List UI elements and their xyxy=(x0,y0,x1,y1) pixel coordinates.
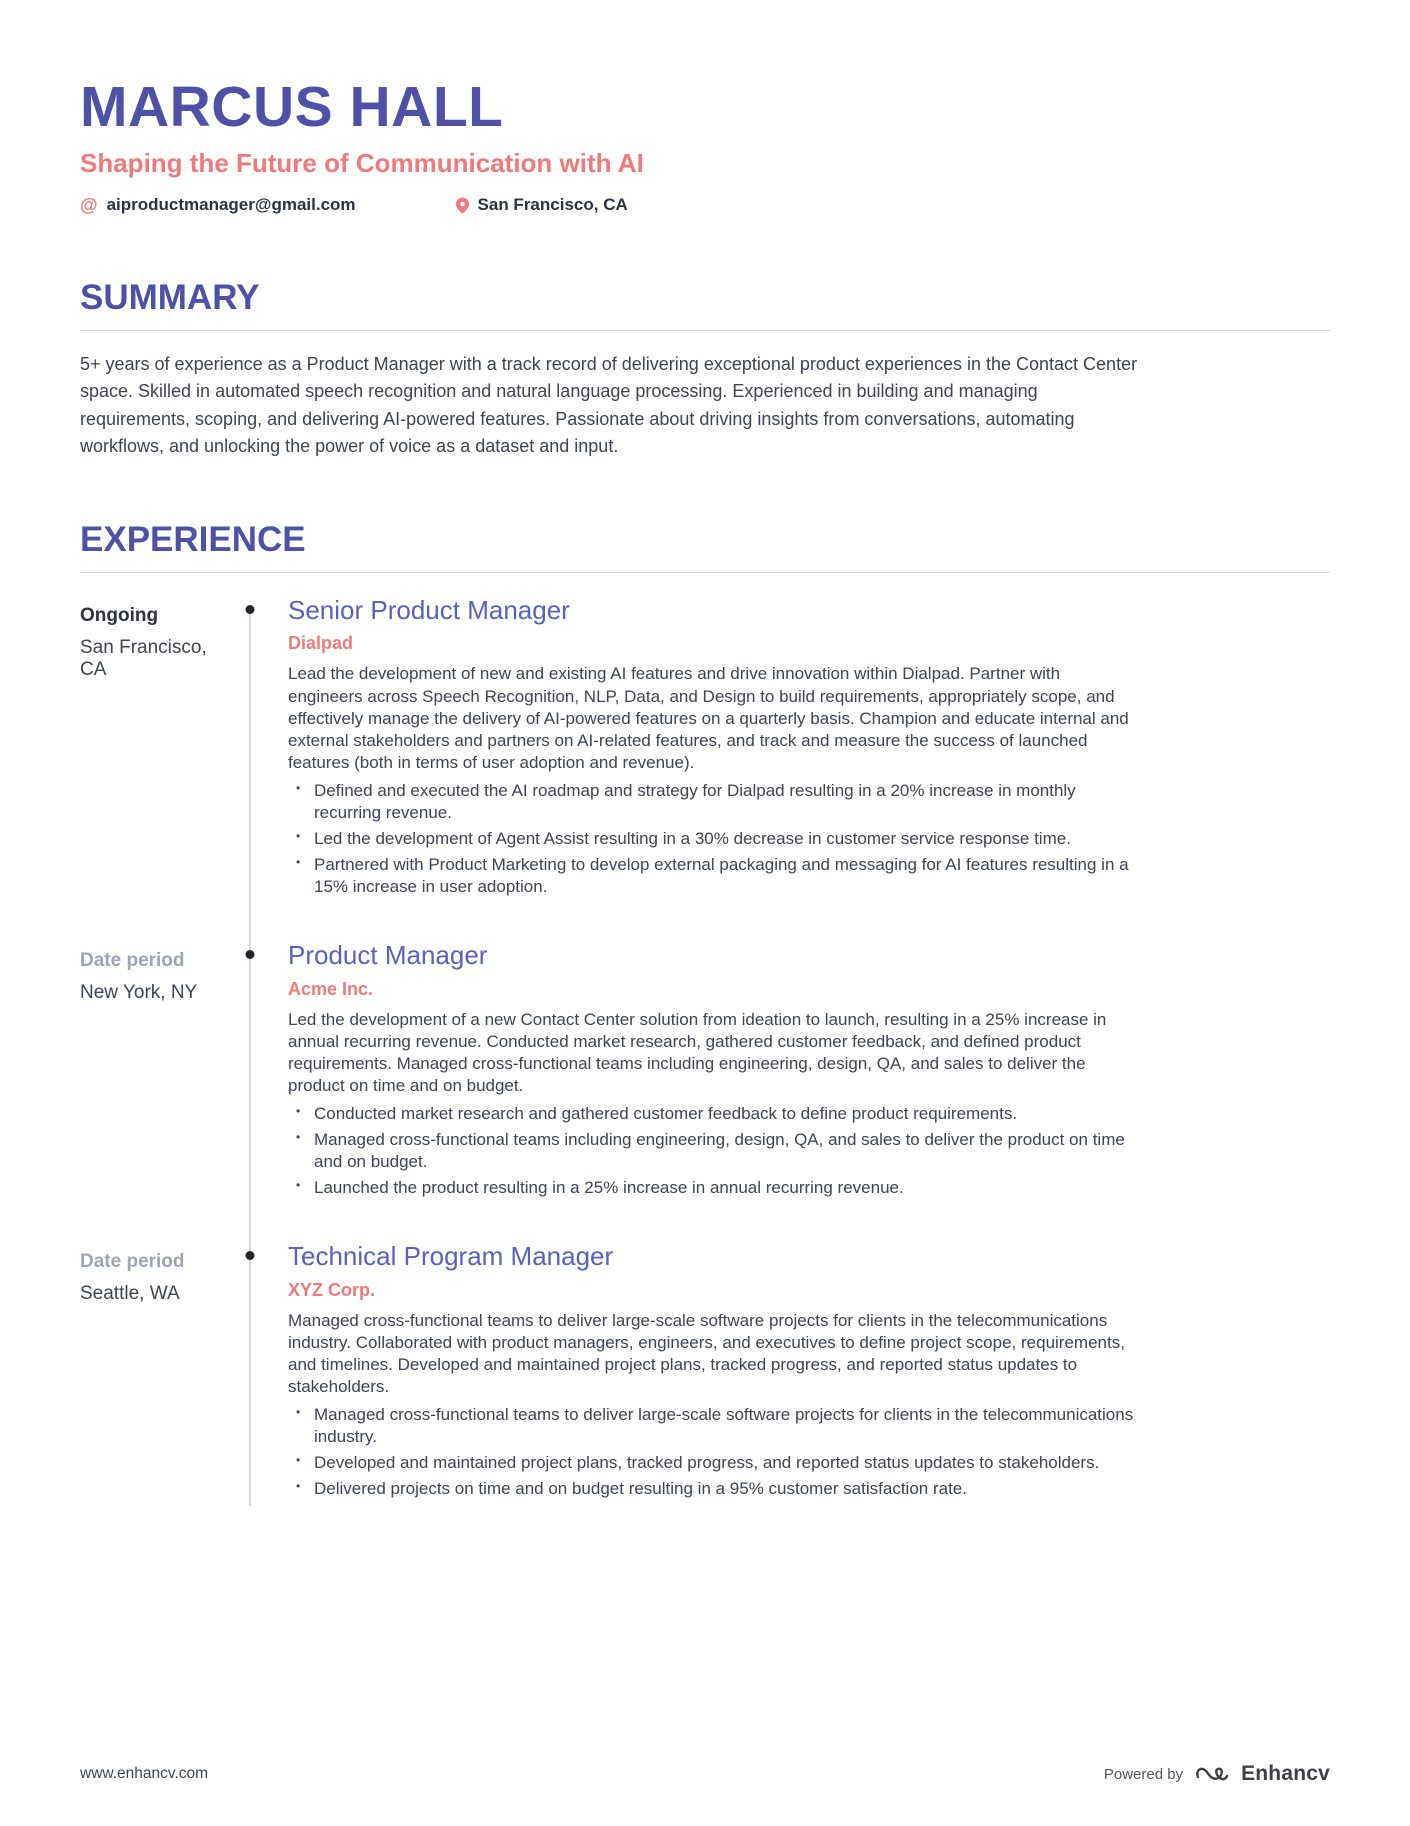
timeline-dot-icon xyxy=(246,1251,255,1260)
email-icon: @ xyxy=(80,194,98,215)
timeline-connector xyxy=(230,940,270,1241)
summary-text: 5+ years of experience as a Product Manager with a track record of delivering exceptional product experiences in the Contact Center space. Skilled in automated speech recognition and natural language processing. Experienced in building and managing requirements, scoping, and delivering AI-powered features. Passionate about driving insights from conversations, automating workflows, and unlocking the power of voice as a dataset and input. xyxy=(80,353,1138,456)
job-period: Date period xyxy=(80,1251,185,1273)
experience-entry xyxy=(80,940,1330,1241)
location-text: San Francisco, CA xyxy=(477,195,628,215)
email-item xyxy=(80,195,356,216)
job-bullet-list xyxy=(288,1103,1138,1199)
job-location: Seattle, WA xyxy=(80,1283,180,1305)
timeline-dot-icon xyxy=(246,950,255,959)
job-period: Date period xyxy=(80,950,185,972)
experience-entry xyxy=(80,595,1330,940)
candidate-name: MARCUS HALL xyxy=(80,75,504,139)
job-title: Product Manager xyxy=(288,940,488,971)
experience-entries xyxy=(80,595,1330,1506)
job-location: San Francisco, CA xyxy=(80,637,207,681)
page-footer xyxy=(80,1762,1330,1786)
candidate-tagline: Shaping the Future of Communication with AI xyxy=(80,147,644,178)
job-bullet: • Managed cross-functional teams including engineering, design, QA, and sales to deliver the product on time and on budget. xyxy=(288,1129,1138,1173)
job-company: XYZ Corp. xyxy=(288,1279,376,1300)
job-body xyxy=(270,595,1138,940)
enhancv-logo-icon xyxy=(1195,1763,1229,1785)
enhancv-website-link[interactable]: www.enhancv.com xyxy=(80,1765,209,1782)
resume-header xyxy=(80,75,1330,216)
job-meta xyxy=(80,1241,230,1506)
job-company: Dialpad xyxy=(288,633,354,654)
timeline-connector xyxy=(230,1241,270,1506)
job-body xyxy=(270,1241,1138,1506)
job-bullet-list xyxy=(288,1404,1138,1500)
powered-by-group[interactable] xyxy=(1104,1762,1330,1786)
job-bullet: • Launched the product resulting in a 25% increase in annual recurring revenue. xyxy=(288,1177,1138,1199)
summary-section xyxy=(80,278,1330,460)
location-item xyxy=(456,195,628,215)
email-text[interactable]: aiproductmanager@gmail.com xyxy=(106,195,356,215)
timeline-dot-icon xyxy=(246,605,255,614)
experience-title: EXPERIENCE xyxy=(80,520,1330,573)
job-meta xyxy=(80,595,230,940)
experience-entry xyxy=(80,1241,1330,1506)
location-pin-icon xyxy=(456,197,469,214)
job-bullet: • Partnered with Product Marketing to develop external packaging and messaging for AI features resulting in a 15% increase in user adoption. xyxy=(288,854,1138,898)
summary-title: SUMMARY xyxy=(80,278,1330,331)
job-company: Acme Inc. xyxy=(288,978,374,999)
job-title: Technical Program Manager xyxy=(288,1241,614,1272)
job-title: Senior Product Manager xyxy=(288,595,570,626)
job-bullet: • Delivered projects on time and on budget resulting in a 95% customer satisfaction rate. xyxy=(288,1478,1138,1500)
job-location: New York, NY xyxy=(80,982,198,1004)
job-bullet: • Conducted market research and gathered customer feedback to define product requirements. xyxy=(288,1103,1138,1125)
job-meta xyxy=(80,940,230,1241)
job-body xyxy=(270,940,1138,1241)
job-bullet-list xyxy=(288,780,1138,898)
job-bullet: • Managed cross-functional teams to deliver large-scale software projects for clients in the telecommunications industry. xyxy=(288,1404,1138,1448)
job-bullet: • Led the development of Agent Assist resulting in a 30% decrease in customer service response time. xyxy=(288,828,1138,850)
job-period: Ongoing xyxy=(80,605,159,627)
job-bullet: • Developed and maintained project plans, tracked progress, and reported status updates to stakeholders. xyxy=(288,1452,1138,1474)
enhancv-brand-text: Enhancv xyxy=(1241,1762,1330,1785)
job-bullet: • Defined and executed the AI roadmap and strategy for Dialpad resulting in a 20% increase in monthly recurring revenue. xyxy=(288,780,1138,824)
job-description: Managed cross-functional teams to deliver large-scale software projects for clients in the telecommunications industry. Collaborated with product managers, engineers, and executives to define project scope, requirements, and timelines. Developed and maintained project plans, tracked progress, and reported status updates to stakeholders. xyxy=(288,1310,1125,1396)
experience-section xyxy=(80,520,1330,1506)
timeline-connector xyxy=(230,595,270,940)
job-description: Led the development of a new Contact Center solution from ideation to launch, resulting in a 25% increase in annual recurring revenue. Conducted market research, gathered customer feedback, and defined product requirements. Managed cross-functional teams including engineering, design, QA, and sales to deliver the product on time and on budget. xyxy=(288,1009,1107,1095)
job-description: Lead the development of new and existing AI features and drive innovation within Dialpad. Partner with engineers across Speech Recognition, NLP, Data, and Design to build requirements, appropriately scope, and effectively manage the delivery of AI-powered features on a quarterly basis. Champion and educate internal and external stakeholders and partners on AI-related features, and track and measure the success of launched features (both in terms of user adoption and revenue). xyxy=(288,664,1129,772)
contact-row xyxy=(80,195,1330,216)
powered-by-label: Powered by xyxy=(1103,1765,1184,1783)
